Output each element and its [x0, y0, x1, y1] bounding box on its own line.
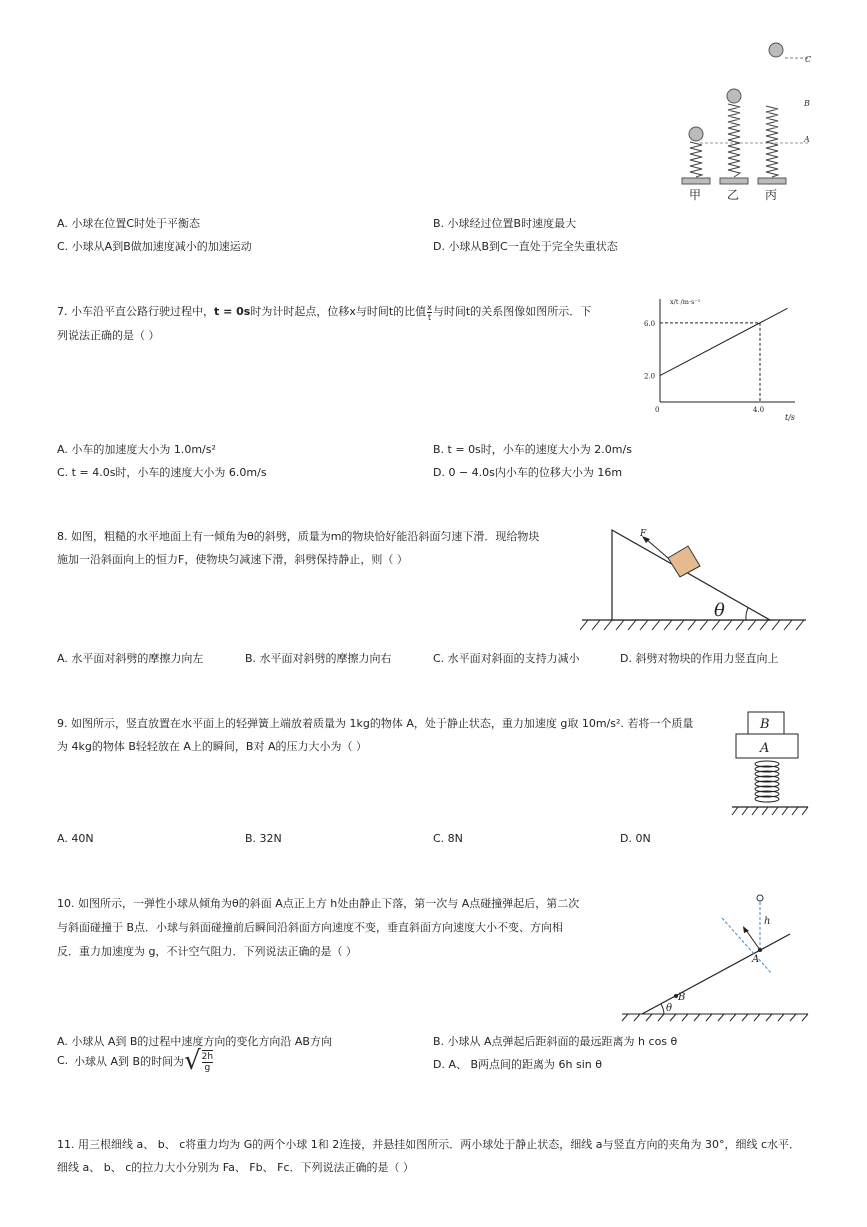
- xtick-0: 0: [655, 406, 660, 414]
- q7-option-d[interactable]: D. 0 − 4.0s内小车的位移大小为 16m: [433, 466, 623, 479]
- incline: [642, 934, 790, 1014]
- ball: [757, 895, 763, 901]
- label-A: A: [804, 135, 810, 144]
- q6-option-b[interactable]: B. 小球经过位置B时速度最大: [433, 217, 577, 230]
- q10-option-d[interactable]: D. A、 B两点间的距离为 6h sin θ: [433, 1058, 602, 1071]
- sqrt-expression: √ $\frac{2h}{g}$: [184, 1046, 214, 1076]
- q10-option-a[interactable]: A. 小球从 A到 B的过程中速度方向的变化方向沿 AB方向: [57, 1035, 332, 1048]
- ytick-2: 2.0: [644, 372, 656, 381]
- q8-option-b[interactable]: B. 水平面对斜劈的摩擦力向右: [245, 652, 392, 665]
- spring-block-figure: [728, 710, 812, 822]
- spring-figure: [670, 36, 820, 206]
- q10-option-c[interactable]: [74, 1048, 214, 1074]
- label-C: C: [805, 55, 812, 64]
- q9-stem-line2: 为 4kg的物体 B轻轻放在 A上的瞬间，B对 A的压力大小为（ ）: [57, 740, 367, 753]
- q9-option-d[interactable]: D. 0N: [620, 832, 651, 845]
- q7-text-c: 时为计时起点，位移x与时间t的比值: [250, 305, 427, 318]
- label-B: B: [804, 99, 810, 108]
- q8-option-a[interactable]: A. 水平面对斜劈的摩擦力向左: [57, 652, 204, 665]
- ytick-6: 6.0: [644, 319, 656, 328]
- q7-text-a: 7. 小车沿平直公路行驶过程中，: [57, 305, 214, 318]
- q9-option-a[interactable]: A. 40N: [57, 832, 94, 845]
- ball-top: [769, 43, 783, 57]
- spring-yi: [720, 89, 748, 184]
- q7-option-a[interactable]: A. 小车的加速度大小为 1.0m/s²: [57, 443, 216, 456]
- spring-bing: [758, 106, 786, 184]
- incline-figure: [580, 520, 810, 636]
- svg-text:B: B: [760, 717, 770, 732]
- q7-stem-line1: [57, 300, 591, 324]
- y-axis-label: x/t /m·s⁻¹: [670, 298, 701, 306]
- q8-option-d[interactable]: D. 斜劈对物块的作用力竖直向上: [620, 652, 779, 665]
- q7-text-d: 与时间t的关系图像如图所示．下: [432, 305, 592, 318]
- label-theta: θ: [714, 600, 725, 621]
- q6-option-c[interactable]: C. 小球从A到B做加速度减小的加速运动: [57, 240, 252, 253]
- q10-stem-line3: 反．重力加速度为 g，不计空气阻力．下列说法正确的是（ ）: [57, 945, 357, 958]
- x-axis-label: t/s: [785, 413, 796, 422]
- q7-fraction: $\frac{x}{t}$: [427, 302, 432, 322]
- svg-text:A: A: [760, 741, 770, 756]
- label-jia: 甲: [689, 188, 702, 202]
- q7-t0: t = 0s: [214, 305, 251, 318]
- svg-text:θ: θ: [666, 1003, 673, 1014]
- spring: [755, 761, 779, 802]
- xtick-4: 4.0: [753, 406, 765, 414]
- label-F: F: [640, 529, 647, 539]
- q9-option-b[interactable]: B. 32N: [245, 832, 282, 845]
- spring-jia: [682, 127, 710, 184]
- q8-stem-line2: 施加一沿斜面向上的恒力F，使物块匀减速下滑，斜劈保持静止，则（ ）: [57, 553, 408, 566]
- wedge: [612, 530, 770, 620]
- xt-t-graph: [640, 298, 810, 428]
- q10-stem-line1: 10. 如图所示，一弹性小球从倾角为θ的斜面 A点正上方 h处由静止下落，第一次与 A点碰撞弹起后，第二次: [57, 897, 580, 910]
- data-line: [660, 308, 788, 375]
- q6-option-a[interactable]: A. 小球在位置C时处于平衡态: [57, 217, 201, 230]
- q10-option-c-label[interactable]: C.: [57, 1054, 69, 1067]
- q6-option-d[interactable]: D. 小球从B到C一直处于完全失重状态: [433, 240, 618, 253]
- q7-option-b[interactable]: B. t = 0s时，小车的速度大小为 2.0m/s: [433, 443, 632, 456]
- q11-stem-line1: 11. 用三根细线 a、 b、 c将重力均为 G的两个小球 1和 2连接，并悬挂如图所示．两小球处于静止状态，细线 a与竖直方向的夹角为 30°，细线 c水平．: [57, 1138, 801, 1151]
- q8-option-c[interactable]: C. 水平面对斜面的支持力减小: [433, 652, 580, 665]
- q9-option-c[interactable]: C. 8N: [433, 832, 463, 845]
- label-bing: 丙: [765, 188, 778, 202]
- q10-option-b[interactable]: B. 小球从 A点弹起后距斜面的最远距离为 h cos θ: [433, 1035, 678, 1048]
- q9-stem-line1: 9. 如图所示，竖直放置在水平面上的轻弹簧上端放着质量为 1kg的物体 A，处于静止状态，重力加速度 g取 10m/s². 若将一个质量: [57, 717, 694, 730]
- svg-text:h: h: [764, 916, 771, 927]
- q11-stem-line2: 细线 a、 b、 c的拉力大小分别为 Fa、 Fb、 Fc．下列说法正确的是（ ）: [57, 1161, 414, 1174]
- label-yi: 乙: [727, 188, 740, 202]
- q8-stem-line1: 8. 如图，粗糙的水平地面上有一倾角为θ的斜劈，质量为m的物块恰好能沿斜面匀速下滑．现给物块: [57, 530, 540, 543]
- q10-option-c-text: 小球从 A到 B的时间为: [74, 1055, 185, 1068]
- q7-stem-line2: 列说法正确的是（ ）: [57, 329, 160, 342]
- svg-text:B: B: [678, 992, 686, 1003]
- q7-option-c[interactable]: C. t = 4.0s时，小车的速度大小为 6.0m/s: [57, 466, 267, 479]
- bounce-figure: [612, 888, 812, 1023]
- q10-stem-line2: 与斜面碰撞于 B点．小球与斜面碰撞前后瞬间沿斜面方向速度不变，垂直斜面方向速度大小不变、方向相: [57, 921, 564, 934]
- svg-text:A: A: [752, 954, 760, 965]
